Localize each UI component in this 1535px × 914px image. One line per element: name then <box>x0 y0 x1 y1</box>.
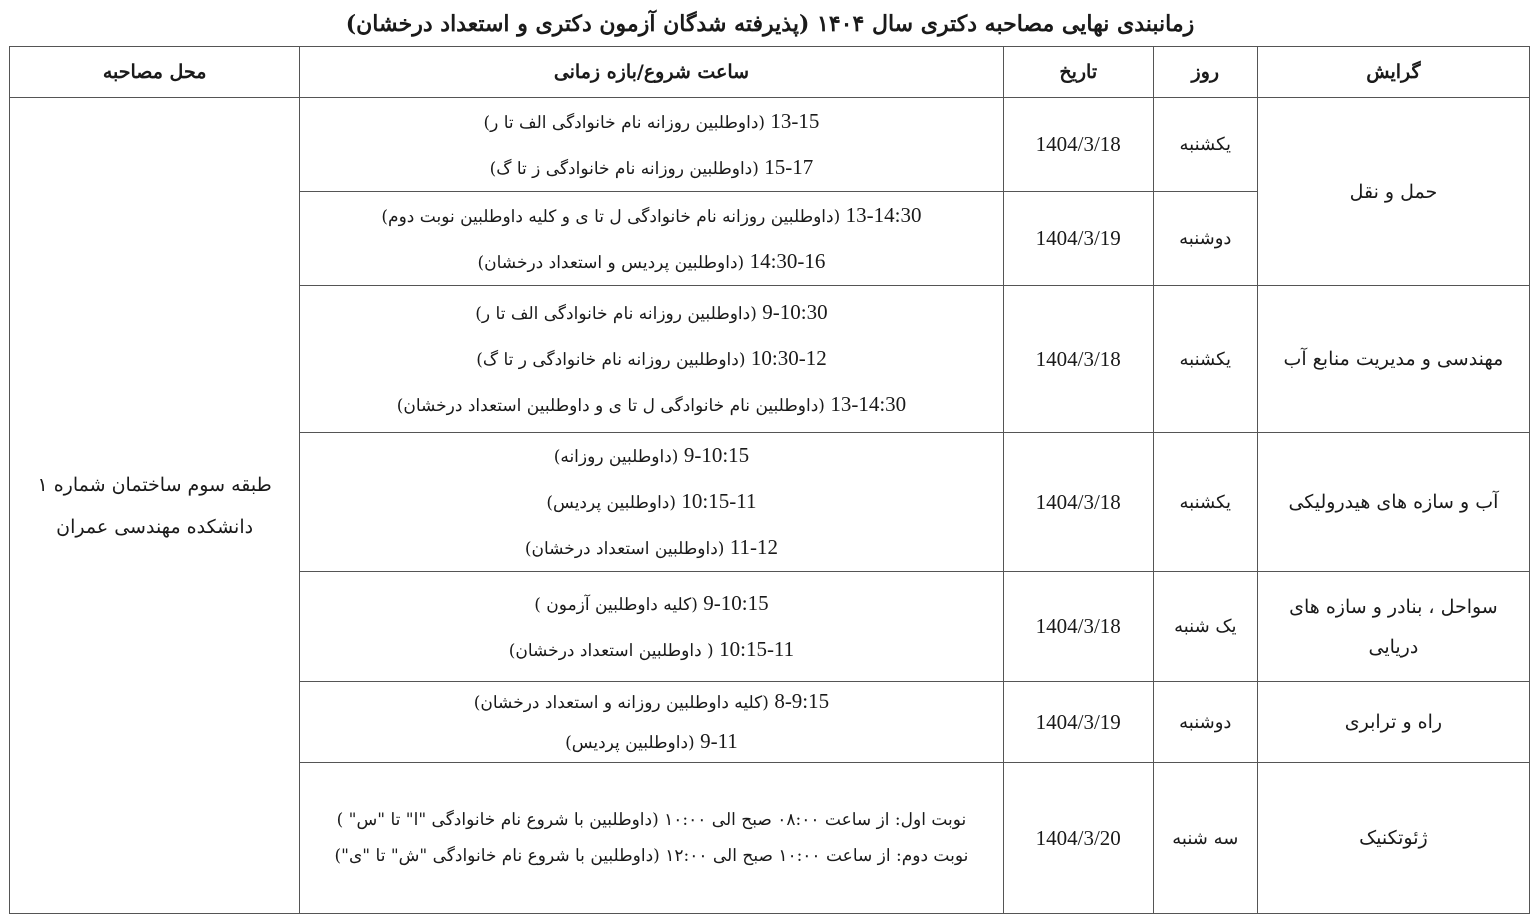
place-line: طبقه سوم ساختمان شماره ۱ <box>37 473 272 496</box>
time-slot <box>306 525 996 571</box>
time-cell <box>300 572 1003 682</box>
field-cell: مهندسی و مدیریت منابع آب <box>1257 286 1529 433</box>
date-cell: 1404/3/18 <box>1003 433 1153 572</box>
date-cell: 1404/3/18 <box>1003 286 1153 433</box>
slot-desc: (داوطلبین پردیس) <box>565 733 695 753</box>
slot-time: 15-17 <box>764 154 814 179</box>
field-cell: ژئوتکنیک <box>1257 763 1529 914</box>
header-place: محل مصاحبه <box>10 47 300 98</box>
time-cell <box>300 682 1003 763</box>
date-cell: 1404/3/19 <box>1003 682 1153 763</box>
time-cell <box>300 286 1003 433</box>
slot-time: 14:30-16 <box>749 248 826 273</box>
slot-desc: (داوطلبین روزانه نام خانوادگی الف تا ر) <box>475 304 757 324</box>
time-slot <box>306 145 996 191</box>
field-cell: آب و سازه های هیدرولیکی <box>1257 433 1529 572</box>
slot-desc: (داوطلبین روزانه نام خانوادگی الف تا ر) <box>483 112 766 133</box>
slot-desc: (داوطلبین روزانه نام خانوادگی ل تا ی و کلیه داوطلبین نوبت دوم) <box>381 206 841 227</box>
slot-time: 13-15 <box>770 108 820 133</box>
place-line: دانشکده مهندسی عمران <box>56 515 254 538</box>
date-cell: 1404/3/18 <box>1003 572 1153 682</box>
slot-desc: (داوطلبین پردیس و استعداد درخشان) <box>477 252 745 273</box>
day-cell: یکشنبه <box>1153 286 1257 433</box>
slot-time: 9-10:30 <box>762 300 828 324</box>
time-slot <box>306 682 996 722</box>
header-day: روز <box>1153 47 1257 98</box>
slot-time: 13-14:30 <box>845 202 922 227</box>
time-cell <box>300 433 1003 572</box>
slot-time: 9-11 <box>700 729 738 753</box>
field-cell: حمل و نقل <box>1257 98 1529 286</box>
shift-line: نوبت دوم: از ساعت ۱۰:۰۰ صبح الی ۱۲:۰۰ (داوطلبین با شروع نام خانوادگی "ش" تا "ی") <box>334 846 969 866</box>
day-cell: سه شنبه <box>1153 763 1257 914</box>
time-slot <box>306 382 996 428</box>
date-cell: 1404/3/18 <box>1003 98 1153 192</box>
day-cell: دوشنبه <box>1153 192 1257 286</box>
slot-time: 10:15-11 <box>719 636 795 661</box>
field-line: سواحل ، بنادر و سازه های <box>1289 595 1498 618</box>
header-field: گرایش <box>1257 47 1529 98</box>
time-slot <box>306 99 996 145</box>
document-title: زمانبندی نهایی مصاحبه دکتری سال ۱۴۰۴ (پذیرفته شدگان آزمون دکتری و استعداد درخشان) <box>345 11 1195 37</box>
table-row <box>10 98 1530 192</box>
field-line: دریایی <box>1368 635 1419 658</box>
interview-schedule-table <box>9 46 1530 914</box>
table-header-row <box>10 47 1530 98</box>
slot-time: 9-10:15 <box>683 443 750 467</box>
time-slot <box>306 336 996 382</box>
slot-time: 8-9:15 <box>774 689 830 713</box>
place-cell <box>10 98 300 914</box>
header-time: ساعت شروع/بازه زمانی <box>300 47 1003 98</box>
field-cell: راه و ترابری <box>1257 682 1529 763</box>
day-cell: یکشنبه <box>1153 433 1257 572</box>
time-slot <box>306 193 996 239</box>
time-cell <box>300 98 1003 192</box>
date-cell: 1404/3/20 <box>1003 763 1153 914</box>
time-slot <box>306 722 996 762</box>
time-cell <box>300 763 1003 914</box>
slot-desc: (داوطلبین پردیس) <box>546 493 677 513</box>
slot-time: 10:15-11 <box>681 489 757 513</box>
day-cell: یک شنبه <box>1153 572 1257 682</box>
slot-desc: (داوطلبین نام خانوادگی ل تا ی و داوطلبین استعداد درخشان) <box>396 396 825 416</box>
slot-time: 10:30-12 <box>750 346 827 370</box>
time-slot <box>306 433 996 479</box>
slot-desc: (داوطلبین استعداد درخشان) <box>524 539 725 559</box>
slot-desc: (داوطلبین روزانه) <box>553 447 679 467</box>
time-slot <box>306 581 996 627</box>
header-date: تاریخ <box>1003 47 1153 98</box>
time-slot <box>306 479 996 525</box>
date-cell: 1404/3/19 <box>1003 192 1153 286</box>
slot-desc: ( داوطلبین استعداد درخشان) <box>508 640 714 661</box>
shift-line: نوبت اول: از ساعت ۰۸:۰۰ صبح الی ۱۰:۰۰ (داوطلبین با شروع نام خانوادگی "ا" تا "س" ) <box>336 810 967 830</box>
slot-desc: (داوطلبین روزانه نام خانوادگی ر تا گ) <box>476 350 746 370</box>
slot-desc: (داوطلبین روزانه نام خانوادگی ز تا گ) <box>489 158 759 179</box>
field-cell <box>1257 572 1529 682</box>
time-slot <box>306 290 996 336</box>
slot-time: 13-14:30 <box>830 392 907 416</box>
slot-time: 11-12 <box>729 535 779 559</box>
slot-time: 9-10:15 <box>703 590 769 615</box>
day-cell: یکشنبه <box>1153 98 1257 192</box>
time-cell <box>300 192 1003 286</box>
day-cell: دوشنبه <box>1153 682 1257 763</box>
time-slot <box>306 627 996 673</box>
time-slot <box>306 239 996 285</box>
slot-desc: (کلیه داوطلبین روزانه و استعداد درخشان) <box>473 693 769 713</box>
slot-desc: (کلیه داوطلبین آزمون ) <box>534 594 698 615</box>
